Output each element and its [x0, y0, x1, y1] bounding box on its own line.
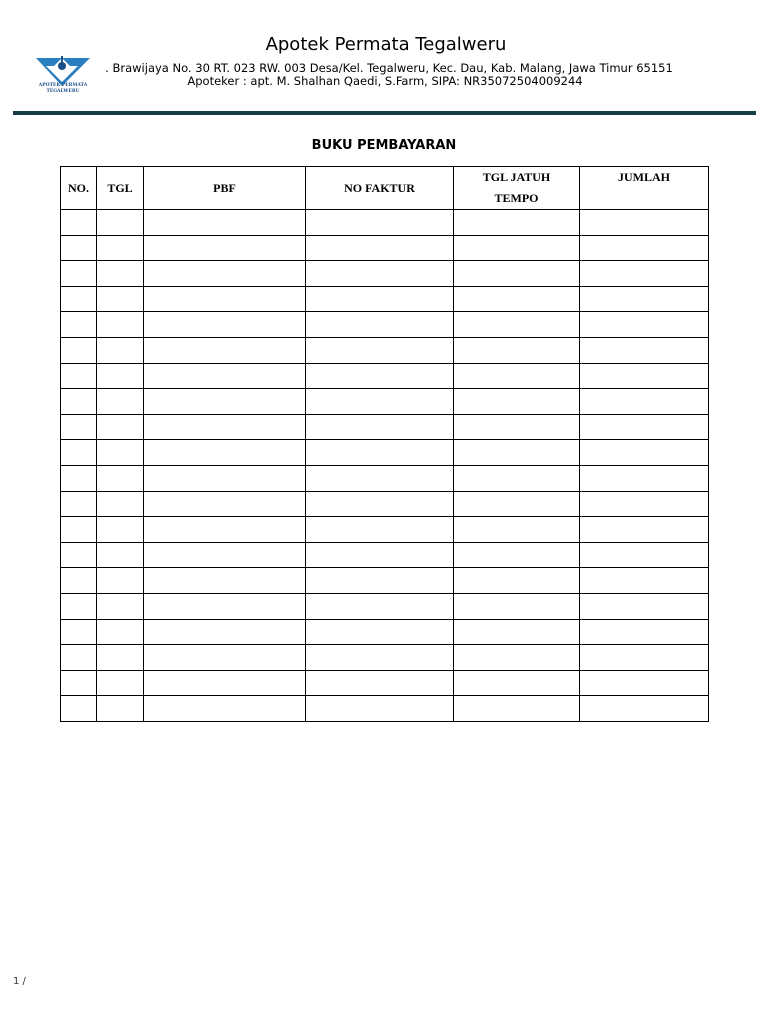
- table-cell[interactable]: [580, 696, 709, 722]
- document-title: BUKU PEMBAYARAN: [311, 138, 457, 153]
- table-cell[interactable]: [61, 286, 97, 312]
- pharmacist-info: Apoteker : apt. M. Shalhan Qaedi, S.Farm, SIPA: NR35072504009244: [187, 74, 583, 88]
- table-cell[interactable]: [97, 593, 144, 619]
- table-cell[interactable]: [97, 235, 144, 261]
- table-header-row: [61, 167, 709, 210]
- table-cell[interactable]: [306, 440, 454, 466]
- table-cell[interactable]: [580, 261, 709, 287]
- table-cell[interactable]: [97, 696, 144, 722]
- table-cell[interactable]: [97, 542, 144, 568]
- table-cell[interactable]: [454, 670, 580, 696]
- table-cell[interactable]: [144, 645, 306, 671]
- table-cell[interactable]: [144, 568, 306, 594]
- table-row: [61, 363, 709, 389]
- table-cell[interactable]: [61, 645, 97, 671]
- table-cell[interactable]: [97, 465, 144, 491]
- table-cell[interactable]: [580, 312, 709, 338]
- table-cell[interactable]: [454, 389, 580, 415]
- table-cell[interactable]: [97, 261, 144, 287]
- table-cell[interactable]: [454, 261, 580, 287]
- table-cell[interactable]: [97, 286, 144, 312]
- table-cell[interactable]: [580, 619, 709, 645]
- table-cell[interactable]: [144, 337, 306, 363]
- column-header-pbf: PBF: [144, 167, 306, 210]
- table-cell[interactable]: [306, 593, 454, 619]
- table-row: [61, 619, 709, 645]
- payment-ledger-table: [60, 166, 709, 722]
- table-cell[interactable]: [454, 286, 580, 312]
- table-row: [61, 593, 709, 619]
- table-cell[interactable]: [61, 593, 97, 619]
- column-header-tgl-jatuh-tempo: [454, 167, 580, 210]
- table-cell[interactable]: [580, 517, 709, 543]
- table-cell[interactable]: [97, 619, 144, 645]
- table-cell[interactable]: [454, 465, 580, 491]
- table-cell[interactable]: [61, 440, 97, 466]
- table-cell[interactable]: [454, 235, 580, 261]
- table-cell[interactable]: [306, 389, 454, 415]
- column-header-tgl-jatuh-tempo-line2: TEMPO: [494, 191, 539, 205]
- table-cell[interactable]: [61, 619, 97, 645]
- table-row: [61, 568, 709, 594]
- table-cell[interactable]: [306, 517, 454, 543]
- column-header-no-faktur: NO FAKTUR: [306, 167, 454, 210]
- table-cell[interactable]: [580, 593, 709, 619]
- table-row: [61, 261, 709, 287]
- table-cell[interactable]: [144, 619, 306, 645]
- table-body: [61, 210, 709, 722]
- table-cell[interactable]: [97, 389, 144, 415]
- table-cell[interactable]: [580, 414, 709, 440]
- table-row: [61, 312, 709, 338]
- table-cell[interactable]: [306, 645, 454, 671]
- table-cell[interactable]: [580, 286, 709, 312]
- table-cell[interactable]: [306, 312, 454, 338]
- table-cell[interactable]: [61, 337, 97, 363]
- table-cell[interactable]: [144, 261, 306, 287]
- table-row: [61, 465, 709, 491]
- table-cell[interactable]: [306, 491, 454, 517]
- table-cell[interactable]: [61, 542, 97, 568]
- table-cell[interactable]: [306, 235, 454, 261]
- table-cell[interactable]: [97, 670, 144, 696]
- table-cell[interactable]: [144, 670, 306, 696]
- table-cell[interactable]: [144, 389, 306, 415]
- table-cell[interactable]: [306, 261, 454, 287]
- table-cell[interactable]: [61, 312, 97, 338]
- table-cell[interactable]: [97, 491, 144, 517]
- header-divider: [13, 111, 756, 115]
- table-cell[interactable]: [306, 210, 454, 236]
- table-cell[interactable]: [580, 670, 709, 696]
- table-cell[interactable]: [61, 491, 97, 517]
- table-cell[interactable]: [144, 440, 306, 466]
- table-cell[interactable]: [144, 465, 306, 491]
- table-cell[interactable]: [580, 645, 709, 671]
- table-cell[interactable]: [306, 465, 454, 491]
- table-cell[interactable]: [580, 235, 709, 261]
- table-row: [61, 542, 709, 568]
- table-row: [61, 235, 709, 261]
- table-row: [61, 696, 709, 722]
- table-cell[interactable]: [454, 312, 580, 338]
- table-cell[interactable]: [454, 210, 580, 236]
- table-cell[interactable]: [454, 619, 580, 645]
- table-cell[interactable]: [454, 337, 580, 363]
- page-number: 1 /: [13, 976, 26, 987]
- table-cell[interactable]: [306, 696, 454, 722]
- table-cell[interactable]: [580, 568, 709, 594]
- table-cell[interactable]: [454, 645, 580, 671]
- table-cell[interactable]: [61, 465, 97, 491]
- table-cell[interactable]: [144, 286, 306, 312]
- table-row: [61, 389, 709, 415]
- table-cell[interactable]: [144, 414, 306, 440]
- table-cell[interactable]: [144, 210, 306, 236]
- table-cell[interactable]: [144, 312, 306, 338]
- table-cell[interactable]: [61, 568, 97, 594]
- table-cell[interactable]: [580, 440, 709, 466]
- table-row: [61, 670, 709, 696]
- table-cell[interactable]: [454, 363, 580, 389]
- table-cell[interactable]: [61, 210, 97, 236]
- pharmacy-address: . Brawijaya No. 30 RT. 023 RW. 003 Desa/Kel. Tegalweru, Kec. Dau, Kab. Malang, Jawa Timur 65151: [105, 61, 673, 75]
- table-cell[interactable]: [97, 440, 144, 466]
- table-cell[interactable]: [97, 312, 144, 338]
- column-header-tgl-jatuh-tempo-line1: TGL JATUH: [482, 170, 551, 184]
- column-header-no: NO.: [61, 167, 97, 210]
- table-cell[interactable]: [306, 542, 454, 568]
- table-cell[interactable]: [97, 517, 144, 543]
- table-cell[interactable]: [306, 363, 454, 389]
- column-header-tgl: TGL: [97, 167, 144, 210]
- table-cell[interactable]: [144, 517, 306, 543]
- table-cell[interactable]: [144, 235, 306, 261]
- column-header-jumlah: JUMLAH: [580, 167, 709, 210]
- table-cell[interactable]: [144, 363, 306, 389]
- table-cell[interactable]: [306, 670, 454, 696]
- table-cell[interactable]: [454, 491, 580, 517]
- table-cell[interactable]: [144, 542, 306, 568]
- table-row: [61, 440, 709, 466]
- table-cell[interactable]: [306, 568, 454, 594]
- table-cell[interactable]: [97, 568, 144, 594]
- table-cell[interactable]: [97, 414, 144, 440]
- table-cell[interactable]: [454, 542, 580, 568]
- table-cell[interactable]: [61, 261, 97, 287]
- table-cell[interactable]: [580, 337, 709, 363]
- table-cell[interactable]: [61, 363, 97, 389]
- table-cell[interactable]: [306, 286, 454, 312]
- table-cell[interactable]: [306, 337, 454, 363]
- table-cell[interactable]: [97, 645, 144, 671]
- logo-text-line2: TEGALWERU: [46, 89, 80, 94]
- table-cell[interactable]: [61, 414, 97, 440]
- table-cell[interactable]: [580, 465, 709, 491]
- table-cell[interactable]: [97, 210, 144, 236]
- table-cell[interactable]: [61, 389, 97, 415]
- table-cell[interactable]: [61, 696, 97, 722]
- table-cell[interactable]: [454, 593, 580, 619]
- table-cell[interactable]: [144, 593, 306, 619]
- table-cell[interactable]: [454, 414, 580, 440]
- table-cell[interactable]: [144, 491, 306, 517]
- table-cell[interactable]: [580, 363, 709, 389]
- table-cell[interactable]: [306, 619, 454, 645]
- table-cell[interactable]: [97, 363, 144, 389]
- table-cell[interactable]: [580, 491, 709, 517]
- table-cell[interactable]: [580, 542, 709, 568]
- table-row: [61, 337, 709, 363]
- table-cell[interactable]: [580, 389, 709, 415]
- table-cell[interactable]: [306, 414, 454, 440]
- table-cell[interactable]: [61, 670, 97, 696]
- table-row: [61, 414, 709, 440]
- pharmacy-name: Apotek Permata Tegalweru: [265, 34, 507, 55]
- table-row: [61, 286, 709, 312]
- table-cell[interactable]: [454, 517, 580, 543]
- table-cell[interactable]: [61, 235, 97, 261]
- table-cell[interactable]: [97, 337, 144, 363]
- table-row: [61, 210, 709, 236]
- table-row: [61, 645, 709, 671]
- table-cell[interactable]: [454, 568, 580, 594]
- table-row: [61, 491, 709, 517]
- table-cell[interactable]: [580, 210, 709, 236]
- table-cell[interactable]: [454, 440, 580, 466]
- table-cell[interactable]: [61, 517, 97, 543]
- table-cell[interactable]: [454, 696, 580, 722]
- table-cell[interactable]: [144, 696, 306, 722]
- table-row: [61, 517, 709, 543]
- logo-text-line1: APOTEK PERMATA: [38, 83, 88, 88]
